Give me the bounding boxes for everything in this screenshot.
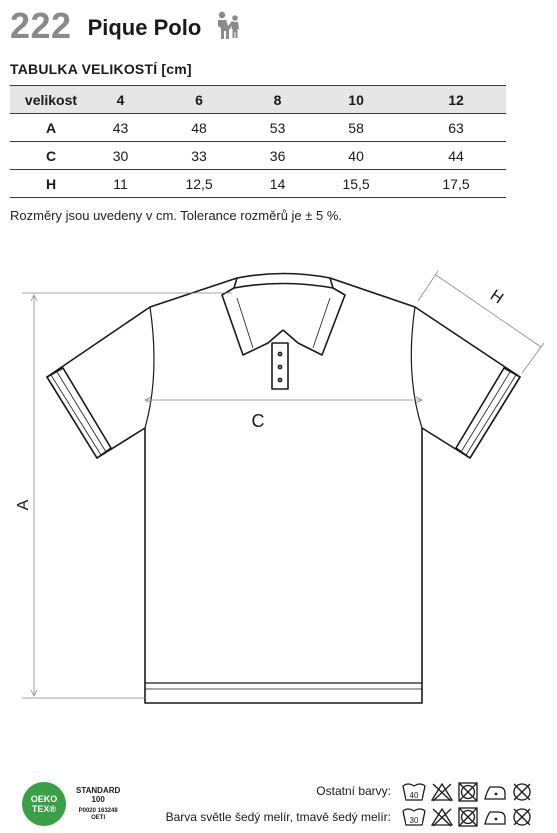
polo-shirt-drawing xyxy=(0,255,557,715)
other-colors-label: Ostatní barvy: xyxy=(316,784,391,798)
size-table-title: TABULKA VELIKOSTÍ [cm] xyxy=(10,61,192,77)
size-table-header-row xyxy=(10,86,506,114)
table-row xyxy=(10,114,506,142)
kids-icon xyxy=(215,11,241,44)
no-dry-clean-icon xyxy=(511,806,533,828)
table-cell: 33 xyxy=(149,142,249,170)
table-cell: 12,5 xyxy=(149,170,249,198)
oeko-institute: OETI xyxy=(91,815,106,821)
care-symbols-row xyxy=(401,806,533,828)
size-column-header: 8 xyxy=(249,86,306,114)
oeko-cert-number: P0020 163248 xyxy=(78,808,118,814)
melange-colors-label: Barva světle šedý melír, tmavě šedý melír: xyxy=(165,810,391,824)
wash-tub-icon xyxy=(401,806,427,828)
tolerance-note: Rozměry jsou uvedeny v cm. Tolerance rozměrů je ± 5 %. xyxy=(10,208,343,223)
table-cell: 58 xyxy=(306,114,406,142)
row-label: A xyxy=(10,114,92,142)
size-column-header: 10 xyxy=(306,86,406,114)
no-dry-clean-icon xyxy=(511,781,533,803)
table-cell: 11 xyxy=(92,170,149,198)
shirt-body-outline xyxy=(47,278,520,703)
no-tumble-dry-icon xyxy=(457,806,479,828)
row-label: C xyxy=(10,142,92,170)
dimension-h-label: H xyxy=(486,286,507,308)
oeko-logo-line1: OEKO xyxy=(30,794,58,804)
product-code: 222 xyxy=(10,5,72,46)
oeko-tex-badge xyxy=(22,782,120,826)
dimension-a-label: A xyxy=(15,499,32,511)
row-label: H xyxy=(10,170,92,198)
table-cell: 53 xyxy=(249,114,306,142)
no-bleach-icon xyxy=(430,781,454,803)
size-header-label: velikost xyxy=(10,86,92,114)
table-cell: 43 xyxy=(92,114,149,142)
wash-tub-icon xyxy=(401,781,427,803)
oeko-standard-number: 100 xyxy=(91,795,105,804)
oeko-tex-details xyxy=(76,786,120,822)
size-column-header: 12 xyxy=(406,86,506,114)
oeko-tex-logo xyxy=(22,782,66,826)
page-header xyxy=(10,6,241,46)
wash-temp-label: 30 xyxy=(409,816,419,825)
no-bleach-icon xyxy=(430,806,454,828)
oeko-standard: STANDARD xyxy=(76,786,121,795)
product-name: Pique Polo xyxy=(87,15,202,40)
size-table xyxy=(10,85,506,198)
iron-low-icon xyxy=(482,781,508,803)
dimension-c-label: C xyxy=(251,411,265,431)
table-cell: 36 xyxy=(249,142,306,170)
table-cell: 15,5 xyxy=(306,170,406,198)
table-row xyxy=(10,170,506,198)
care-symbols-row xyxy=(401,781,533,803)
no-tumble-dry-icon xyxy=(457,781,479,803)
table-cell: 17,5 xyxy=(406,170,506,198)
table-cell: 44 xyxy=(406,142,506,170)
table-cell: 30 xyxy=(92,142,149,170)
table-cell: 48 xyxy=(149,114,249,142)
oeko-logo-line2: TEX® xyxy=(31,804,57,814)
table-row xyxy=(10,142,506,170)
table-cell: 14 xyxy=(249,170,306,198)
iron-low-icon xyxy=(482,806,508,828)
table-cell: 40 xyxy=(306,142,406,170)
collar-band xyxy=(234,274,333,289)
size-column-header: 6 xyxy=(149,86,249,114)
table-cell: 63 xyxy=(406,114,506,142)
size-column-header: 4 xyxy=(92,86,149,114)
wash-temp-label: 40 xyxy=(409,791,419,800)
